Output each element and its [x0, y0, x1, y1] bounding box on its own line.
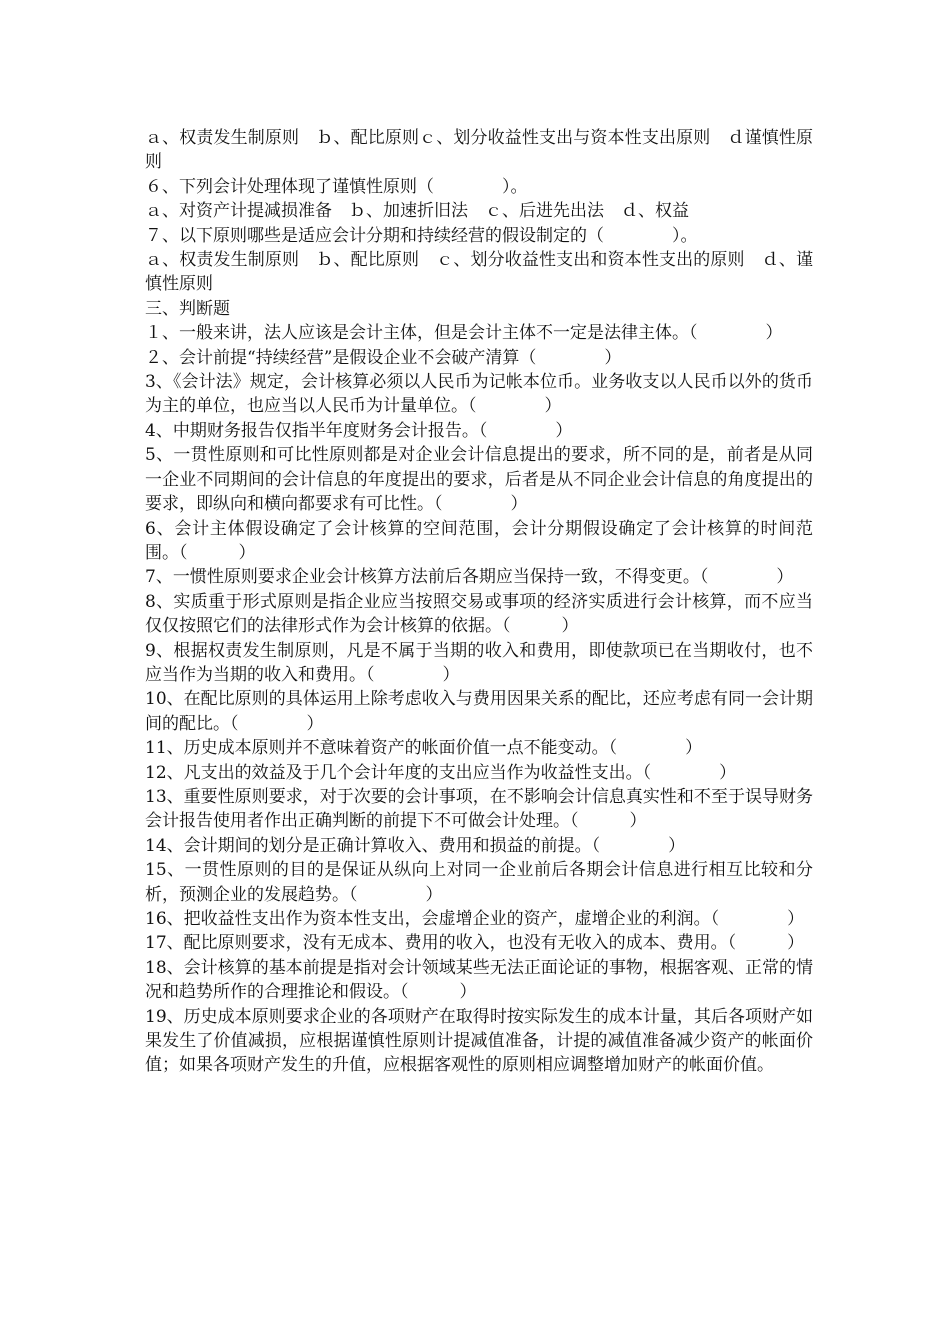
- option-line: ａ、权责发生制原则 ｂ、配比原则ｃ、划分收益性支出与资本性支出原则 ｄ谨慎性原则: [145, 128, 813, 173]
- option-line: ａ、对资产计提减损准备 ｂ、加速折旧法 ｃ、后进先出法 ｄ、权益: [145, 201, 689, 222]
- judgment-item: 14、会计期间的划分是正确计算收入、费用和损益的前提。（ ）: [145, 835, 686, 856]
- judgment-item: 18、会计核算的基本前提是指对会计领域某些无法正面论证的事物，根据客观、正常的情况和趋势所作的合理推论和假设。（ ）: [145, 957, 813, 1003]
- judgment-item: 13、重要性原则要求，对于次要的会计事项，在不影响会计信息真实性和不至于误导财务会计报告使用者作出正确判断的前提下不可做会计处理。（ ）: [145, 786, 813, 832]
- judgment-item: １、一般来讲，法人应该是会计主体，但是会计主体不一定是法律主体。（ ）: [145, 323, 783, 344]
- judgment-item: 6、会计主体假设确定了会计核算的空间范围，会计分期假设确定了会计核算的时间范围。（ ）: [145, 518, 813, 563]
- judgment-item: 17、配比原则要求，没有无成本、费用的收入，也没有无收入的成本、费用。（ ）: [145, 933, 805, 954]
- document-body: [145, 126, 813, 1078]
- judgment-item: 8、实质重于形式原则是指企业应当按照交易或事项的经济实质进行会计核算，而不应当仅仅按照它们的法律形式作为会计核算的依据。（ ）: [145, 591, 813, 637]
- question-line: ６、下列会计处理体现了谨慎性原则（ ）。: [145, 176, 528, 197]
- judgment-item: 7、一惯性原则要求企业会计核算方法前后各期应当保持一致，不得变更。（ ）: [145, 567, 794, 588]
- judgment-item: 10、在配比原则的具体运用上除考虑收入与费用因果关系的配比，还应考虑有同一会计期间的配比。（ ）: [145, 689, 813, 734]
- judgment-item: 19、历史成本原则要求企业的各项财产在取得时按实际发生的成本计量，其后各项财产如果发生了价值减损，应根据谨慎性原则计提减值准备，计提的减值准备减少资产的帐面价值；如果各项财产发生的升值，应根据客观性的原则相应调整增加财产的帐面价值。: [145, 1006, 813, 1076]
- judgment-item: 16、把收益性支出作为资本性支出，会虚增企业的资产，虚增企业的利润。（ ）: [145, 909, 805, 929]
- option-line: ａ、权责发生制原则 ｂ、配比原则 ｃ、划分收益性支出和资本性支出的原则 ｄ、谨慎性原则: [145, 250, 813, 295]
- question-line: ７、以下原则哪些是适应会计分期和持续经营的假设制定的（ ）。: [145, 225, 698, 246]
- judgment-item: 9、根据权责发生制原则，凡是不属于当期的收入和费用，即使款项已在当期收付，也不应当作为当期的收入和费用。（ ）: [145, 640, 813, 685]
- judgment-item: 15、一贯性原则的目的是保证从纵向上对同一企业前后各期会计信息进行相互比较和分析，预测企业的发展趋势。（ ）: [145, 860, 813, 905]
- judgment-item: 5、一贯性原则和可比性原则都是对企业会计信息提出的要求，所不同的是，前者是从同一企业不同期间的会计信息的年度提出的要求，后者是从不同企业会计信息的角度提出的要求，即纵向和横向都要求有可比性。（ ）: [145, 445, 813, 515]
- section-heading: 三、判断题: [145, 298, 230, 319]
- judgment-item: 3、《会计法》规定，会计核算必须以人民币为记帐本位币。业务收支以人民币以外的货币为主的单位，也应当以人民币为计量单位。（ ）: [145, 372, 813, 417]
- judgment-item: 4、中期财务报告仅指半年度财务会计报告。（ ）: [145, 420, 573, 441]
- judgment-item: 12、凡支出的效益及于几个会计年度的支出应当作为收益性支出。（ ）: [145, 762, 737, 783]
- judgment-item: ２、会计前提“持续经营”是假设企业不会破产清算（ ）: [145, 347, 622, 368]
- judgment-item: 11、历史成本原则并不意味着资产的帐面价值一点不能变动。（ ）: [145, 738, 703, 759]
